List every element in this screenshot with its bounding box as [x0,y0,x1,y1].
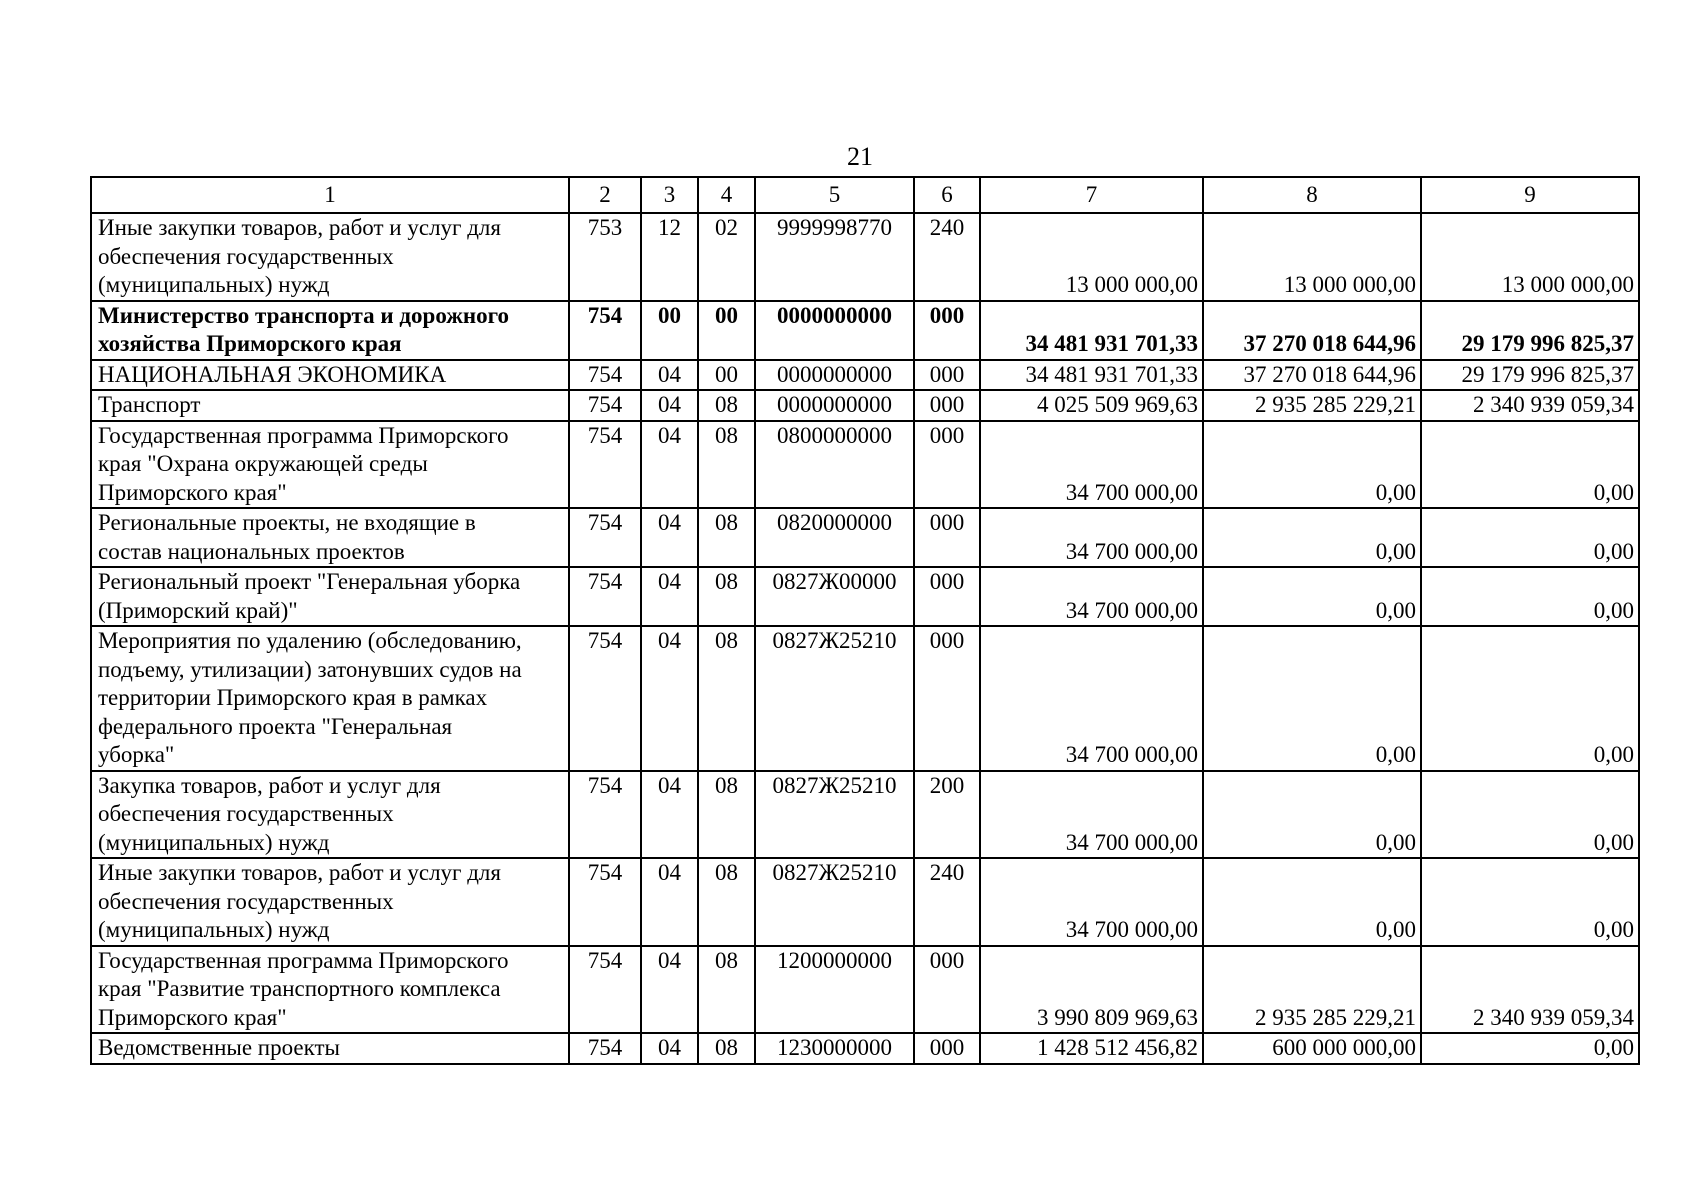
row-name-line: Приморского края" [98,1004,287,1030]
row-name-line: Мероприятия по удалению (обследованию, [98,628,522,653]
amount-col9: 0,00 [1421,567,1639,626]
amount-col7: 34 700 000,00 [980,508,1203,567]
row-name-cell [91,421,569,509]
target-article-code: 0820000000 [755,508,914,567]
chapter-code: 754 [569,1033,641,1064]
chapter-code: 754 [569,946,641,1034]
amount-col7: 34 700 000,00 [980,567,1203,626]
section-code: 04 [641,858,698,946]
expense-type-code: 000 [914,421,980,509]
subsection-code: 00 [698,301,755,360]
target-article-code: 0827Ж25210 [755,858,914,946]
table-row [91,858,1639,946]
row-name-line: состав национальных проектов [98,538,405,564]
amount-col8: 2 935 285 229,21 [1203,946,1421,1034]
table-row [91,301,1639,360]
amount-col8: 0,00 [1203,508,1421,567]
chapter-code: 754 [569,771,641,859]
row-name-line: Иные закупки товаров, работ и услуг для [98,860,501,885]
section-code: 04 [641,626,698,771]
row-name-line: обеспечения государственных [98,888,394,914]
subsection-code: 00 [698,360,755,391]
row-name-cell [91,771,569,859]
expense-type-code: 000 [914,360,980,391]
column-header: 7 [980,177,1203,213]
row-name-cell [91,301,569,360]
budget-table [90,176,1640,1065]
row-name-line: края "Развитие транспортного комплекса [98,976,501,1001]
subsection-code: 08 [698,626,755,771]
section-code: 04 [641,508,698,567]
row-name-line: обеспечения государственных [98,801,394,826]
column-header: 2 [569,177,641,213]
table-row [91,508,1639,567]
target-article-code: 0000000000 [755,390,914,421]
amount-col7: 34 481 931 701,33 [980,360,1203,391]
row-name-cell [91,626,569,771]
column-header: 9 [1421,177,1639,213]
amount-col9: 0,00 [1421,1033,1639,1064]
row-name-line: НАЦИОНАЛЬНАЯ ЭКОНОМИКА [98,361,447,387]
section-code: 04 [641,771,698,859]
amount-col7: 13 000 000,00 [980,213,1203,301]
row-name-line: (муниципальных) нужд [98,917,330,942]
row-name-line: Государственная программа Приморского [98,947,509,973]
section-code: 04 [641,1033,698,1064]
row-name-cell [91,390,569,421]
chapter-code: 754 [569,421,641,509]
subsection-code: 08 [698,421,755,509]
column-header: 8 [1203,177,1421,213]
row-name-line: Приморского края" [98,479,287,505]
row-name-line: территории Приморского края в рамках [98,685,488,710]
amount-col9: 0,00 [1421,771,1639,859]
row-name-line: Региональный проект "Генеральная уборка [98,569,521,594]
amount-col7: 34 700 000,00 [980,771,1203,859]
section-code: 04 [641,946,698,1034]
row-name-line: (муниципальных) нужд [98,829,330,855]
amount-col9: 0,00 [1421,626,1639,771]
amount-col7: 34 700 000,00 [980,626,1203,771]
amount-col7: 1 428 512 456,82 [980,1033,1203,1064]
row-name-line: хозяйства Приморского края [98,331,402,356]
expense-type-code: 000 [914,390,980,421]
row-name-line: Закупка товаров, работ и услуг для [98,772,441,798]
row-name-line: обеспечения государственных [98,243,394,269]
section-code: 04 [641,421,698,509]
subsection-code: 08 [698,390,755,421]
target-article-code: 0827Ж00000 [755,567,914,626]
row-name-line: края "Охрана окружающей среды [98,451,428,476]
column-header: 1 [91,177,569,213]
column-header: 4 [698,177,755,213]
expense-type-code: 000 [914,508,980,567]
table-row [91,626,1639,771]
amount-col9: 2 340 939 059,34 [1421,390,1639,421]
row-name-line: уборка" [98,742,175,767]
amount-col9: 0,00 [1421,858,1639,946]
row-name-cell [91,567,569,626]
amount-col9: 0,00 [1421,421,1639,509]
target-article-code: 1230000000 [755,1033,914,1064]
row-name-line: Ведомственные проекты [98,1035,340,1060]
expense-type-code: 000 [914,567,980,626]
amount-col8: 0,00 [1203,858,1421,946]
expense-type-code: 000 [914,1033,980,1064]
expense-type-code: 240 [914,858,980,946]
amount-col7: 34 700 000,00 [980,858,1203,946]
chapter-code: 754 [569,567,641,626]
table-header-row [91,177,1639,213]
section-code: 04 [641,390,698,421]
subsection-code: 08 [698,946,755,1034]
table-row [91,771,1639,859]
row-name-line: Региональные проекты, не входящие в [98,510,476,535]
table-row [91,213,1639,301]
amount-col8: 600 000 000,00 [1203,1033,1421,1064]
amount-col9: 2 340 939 059,34 [1421,946,1639,1034]
target-article-code: 1200000000 [755,946,914,1034]
expense-type-code: 000 [914,301,980,360]
table-row [91,946,1639,1034]
row-name-line: Государственная программа Приморского [98,422,509,448]
chapter-code: 754 [569,390,641,421]
amount-col7: 34 700 000,00 [980,421,1203,509]
amount-col8: 37 270 018 644,96 [1203,301,1421,360]
column-header: 5 [755,177,914,213]
row-name-line: федерального проекта "Генеральная [98,713,453,739]
row-name-cell [91,213,569,301]
amount-col7: 3 990 809 969,63 [980,946,1203,1034]
row-name-cell [91,858,569,946]
expense-type-code: 000 [914,626,980,771]
amount-col8: 2 935 285 229,21 [1203,390,1421,421]
table-row [91,360,1639,391]
row-name-line: (Приморский край)" [98,597,298,623]
table-row [91,567,1639,626]
amount-col9: 13 000 000,00 [1421,213,1639,301]
target-article-code: 0827Ж25210 [755,626,914,771]
chapter-code: 754 [569,508,641,567]
row-name-line: Министерство транспорта и дорожного [98,302,510,328]
subsection-code: 08 [698,771,755,859]
expense-type-code: 000 [914,946,980,1034]
column-header: 3 [641,177,698,213]
expense-type-code: 200 [914,771,980,859]
row-name-cell [91,508,569,567]
subsection-code: 08 [698,508,755,567]
target-article-code: 0800000000 [755,421,914,509]
amount-col9: 29 179 996 825,37 [1421,360,1639,391]
section-code: 04 [641,567,698,626]
target-article-code: 0827Ж25210 [755,771,914,859]
amount-col8: 0,00 [1203,626,1421,771]
row-name-line: (муниципальных) нужд [98,272,330,297]
section-code: 12 [641,213,698,301]
expense-type-code: 240 [914,213,980,301]
amount-col8: 37 270 018 644,96 [1203,360,1421,391]
target-article-code: 9999998770 [755,213,914,301]
row-name-cell [91,1033,569,1064]
target-article-code: 0000000000 [755,301,914,360]
table-row [91,390,1639,421]
amount-col7: 4 025 509 969,63 [980,390,1203,421]
target-article-code: 0000000000 [755,360,914,391]
row-name-cell [91,360,569,391]
amount-col9: 0,00 [1421,508,1639,567]
section-code: 04 [641,360,698,391]
subsection-code: 08 [698,858,755,946]
amount-col8: 0,00 [1203,567,1421,626]
amount-col9: 29 179 996 825,37 [1421,301,1639,360]
subsection-code: 08 [698,1033,755,1064]
chapter-code: 754 [569,858,641,946]
table-row [91,421,1639,509]
page-number: 21 [847,142,873,171]
row-name-line: Транспорт [98,392,201,417]
amount-col7: 34 481 931 701,33 [980,301,1203,360]
amount-col8: 0,00 [1203,421,1421,509]
column-header: 6 [914,177,980,213]
row-name-line: Иные закупки товаров, работ и услуг для [98,215,501,240]
chapter-code: 754 [569,626,641,771]
row-name-cell [91,946,569,1034]
row-name-line: подъему, утилизации) затонувших судов на [98,656,522,682]
subsection-code: 08 [698,567,755,626]
table-row [91,1033,1639,1064]
amount-col8: 13 000 000,00 [1203,213,1421,301]
subsection-code: 02 [698,213,755,301]
chapter-code: 753 [569,213,641,301]
amount-col8: 0,00 [1203,771,1421,859]
chapter-code: 754 [569,301,641,360]
section-code: 00 [641,301,698,360]
chapter-code: 754 [569,360,641,391]
